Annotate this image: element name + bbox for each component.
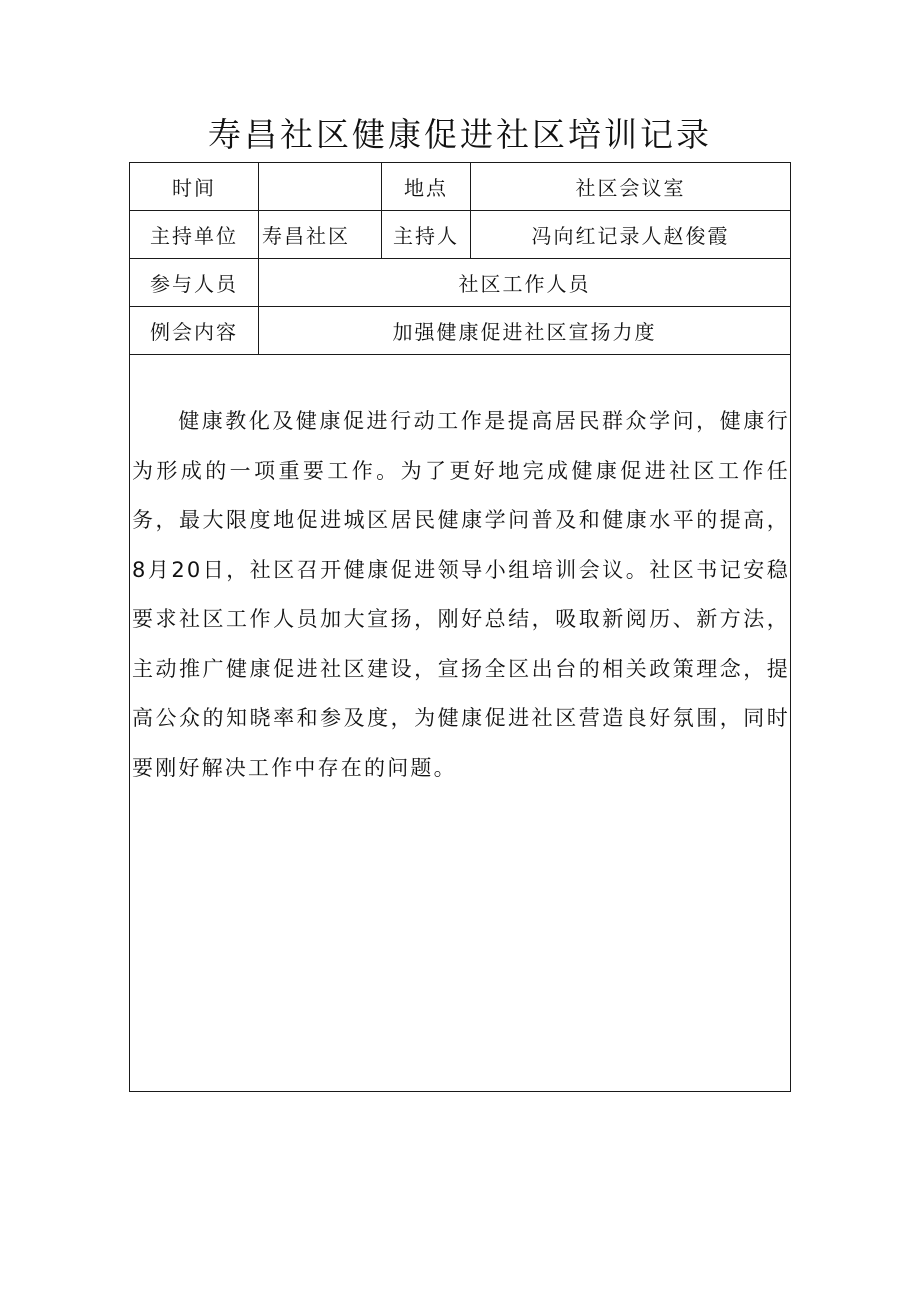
host-unit-value: 寿昌社区 (259, 211, 382, 259)
content-value: 加强健康促进社区宣扬力度 (259, 307, 791, 355)
location-label: 地点 (382, 163, 471, 211)
document-title: 寿昌社区健康促进社区培训记录 (208, 115, 712, 154)
time-label: 时间 (130, 163, 259, 211)
location-value: 社区会议室 (471, 163, 791, 211)
host-unit-label: 主持单位 (130, 211, 259, 259)
record-body-text: 健康教化及健康促进行动工作是提高居民群众学问，健康行为形成的一项重要工作。为了更好地完成健康促进社区工作任务，最大限度地促进城区居民健康学问普及和健康水平的提高，8月20日，社区召开健康促进领导小组培训会议。社区书记安稳要求社区工作人员加大宣扬，刚好总结，吸取新阅历、新方法，主动推广健康促进社区建设，宣扬全区出台的相关政策理念，提高公众的知晓率和参及度，为健康促进社区营造良好氛围，同时要刚好解决工作中存在的问题。 (132, 409, 790, 780)
body-cell (130, 355, 791, 1092)
participants-label: 参与人员 (130, 259, 259, 307)
time-value (259, 163, 382, 211)
content-label: 例会内容 (130, 307, 259, 355)
time-location-row (130, 163, 791, 211)
content-row (130, 307, 791, 355)
host-label: 主持人 (382, 211, 471, 259)
participants-value: 社区工作人员 (259, 259, 791, 307)
host-value: 冯向红记录人赵俊霞 (471, 211, 791, 259)
host-row (130, 211, 791, 259)
body-row (130, 355, 791, 1092)
training-record-table (129, 162, 791, 1092)
participants-row (130, 259, 791, 307)
